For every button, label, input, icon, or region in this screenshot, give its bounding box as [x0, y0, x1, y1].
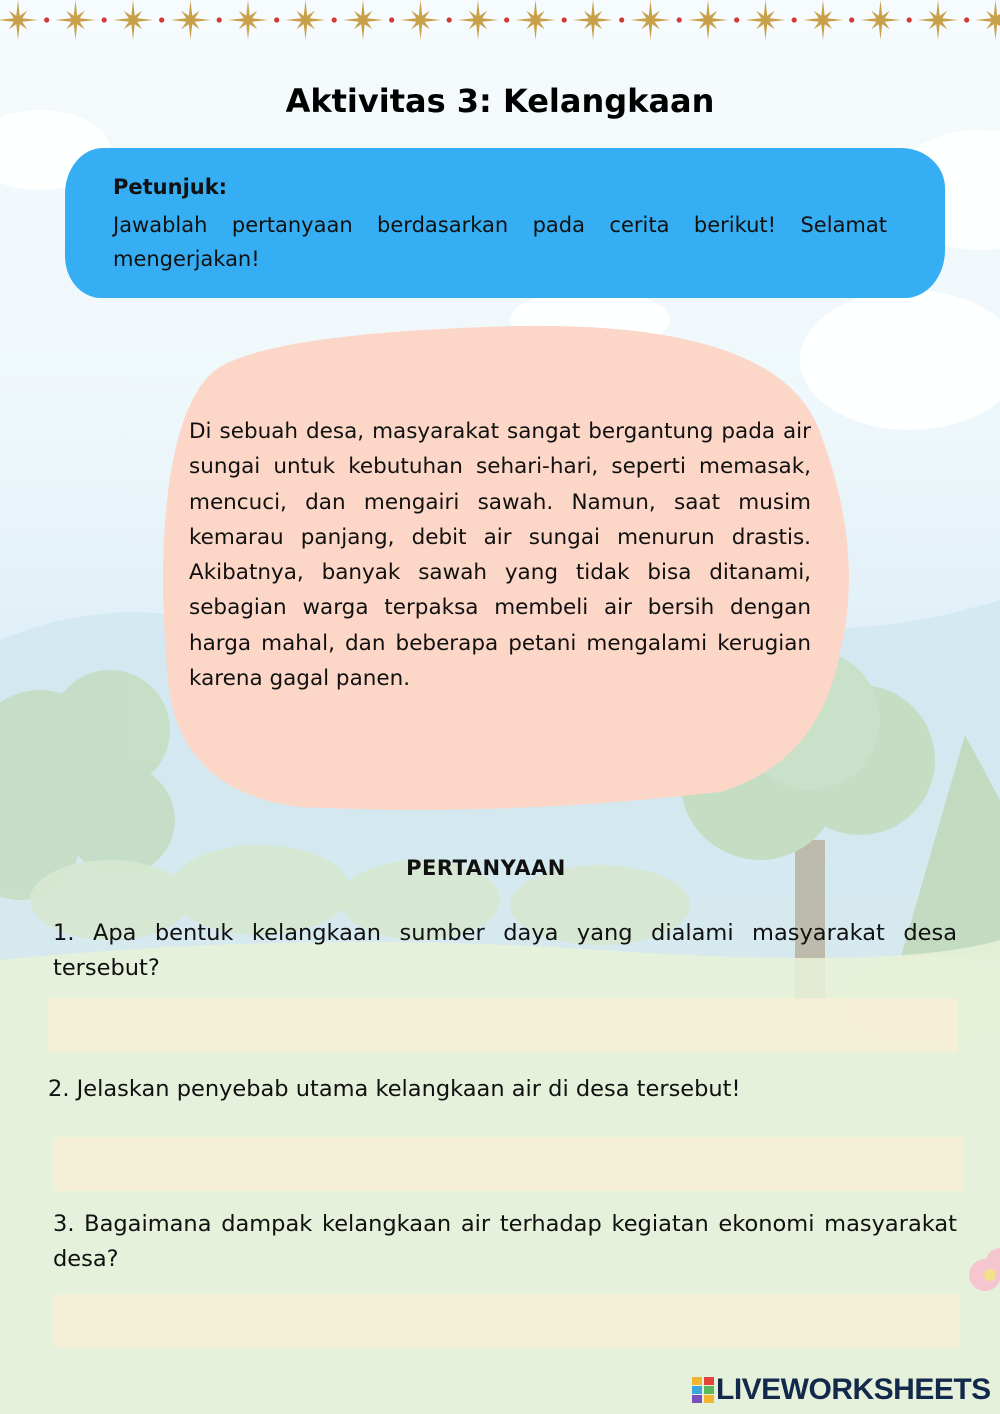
dot-icon — [562, 17, 567, 22]
dot-icon — [44, 17, 49, 22]
star-icon — [56, 0, 96, 40]
star-icon — [458, 0, 498, 40]
story-text: Di sebuah desa, masyarakat sangat bergantung pada air sungai untuk kebutuhan sehari-hari, seperti memasak, mencuci, dan mengairi sawah. Namun, saat musim kemarau panjang, debit air sungai menurun drastis. Akibatnya, banyak sawah yang tidak bisa ditanami, sebagian warga terpaksa membeli air bersih dengan harga mahal, dan beberapa petani mengalami kerugian karena gagal panen. — [189, 419, 811, 692]
questions-heading: PERTANYAAN — [406, 856, 566, 880]
dot-icon — [504, 17, 509, 22]
dot-icon — [734, 17, 739, 22]
dot-icon — [619, 17, 624, 22]
star-icon — [286, 0, 326, 40]
question-1: 1. Apa bentuk kelangkaan sumber daya yang dialami masyarakat desa tersebut? — [53, 920, 957, 981]
dot-icon — [447, 17, 452, 22]
star-icon — [918, 0, 958, 40]
star-icon — [343, 0, 383, 40]
dot-icon — [849, 17, 854, 22]
liveworksheets-logo-icon — [692, 1377, 714, 1403]
dot-icon — [792, 17, 797, 22]
star-icon — [861, 0, 901, 40]
star-icon — [113, 0, 153, 40]
star-icon — [631, 0, 671, 40]
star-icon — [171, 0, 211, 40]
star-icon — [688, 0, 728, 40]
star-icon — [0, 0, 38, 40]
star-icon — [573, 0, 613, 40]
dot-icon — [677, 17, 682, 22]
star-icon — [516, 0, 556, 40]
answer-box-1[interactable] — [48, 998, 958, 1052]
page-title: Aktivitas 3: Kelangkaan — [285, 82, 715, 120]
star-icon — [401, 0, 441, 40]
dot-icon — [907, 17, 912, 22]
answer-box-2[interactable] — [53, 1137, 963, 1191]
dot-icon — [102, 17, 107, 22]
star-icon — [746, 0, 786, 40]
dot-icon — [389, 17, 394, 22]
star-icon — [228, 0, 268, 40]
star-border-decoration — [0, 0, 1000, 46]
brand-name: LIVEWORKSHEETS — [716, 1373, 991, 1406]
question-3: 3. Bagaimana dampak kelangkaan air terhadap kegiatan ekonomi masyarakat desa? — [53, 1211, 957, 1272]
liveworksheets-brand — [692, 1372, 991, 1408]
dot-icon — [217, 17, 222, 22]
dot-icon — [964, 17, 969, 22]
dot-icon — [274, 17, 279, 22]
star-icon — [803, 0, 843, 40]
instruction-text: Jawablah pertanyaan berdasarkan pada cerita berikut! Selamat mengerjakan! — [113, 213, 887, 271]
star-icon — [976, 0, 1000, 40]
answer-box-3[interactable] — [53, 1294, 959, 1348]
question-2: 2. Jelaskan penyebab utama kelangkaan air di desa tersebut! — [48, 1076, 741, 1102]
dot-icon — [332, 17, 337, 22]
instruction-heading: Petunjuk: — [113, 175, 228, 199]
dot-icon — [159, 17, 164, 22]
